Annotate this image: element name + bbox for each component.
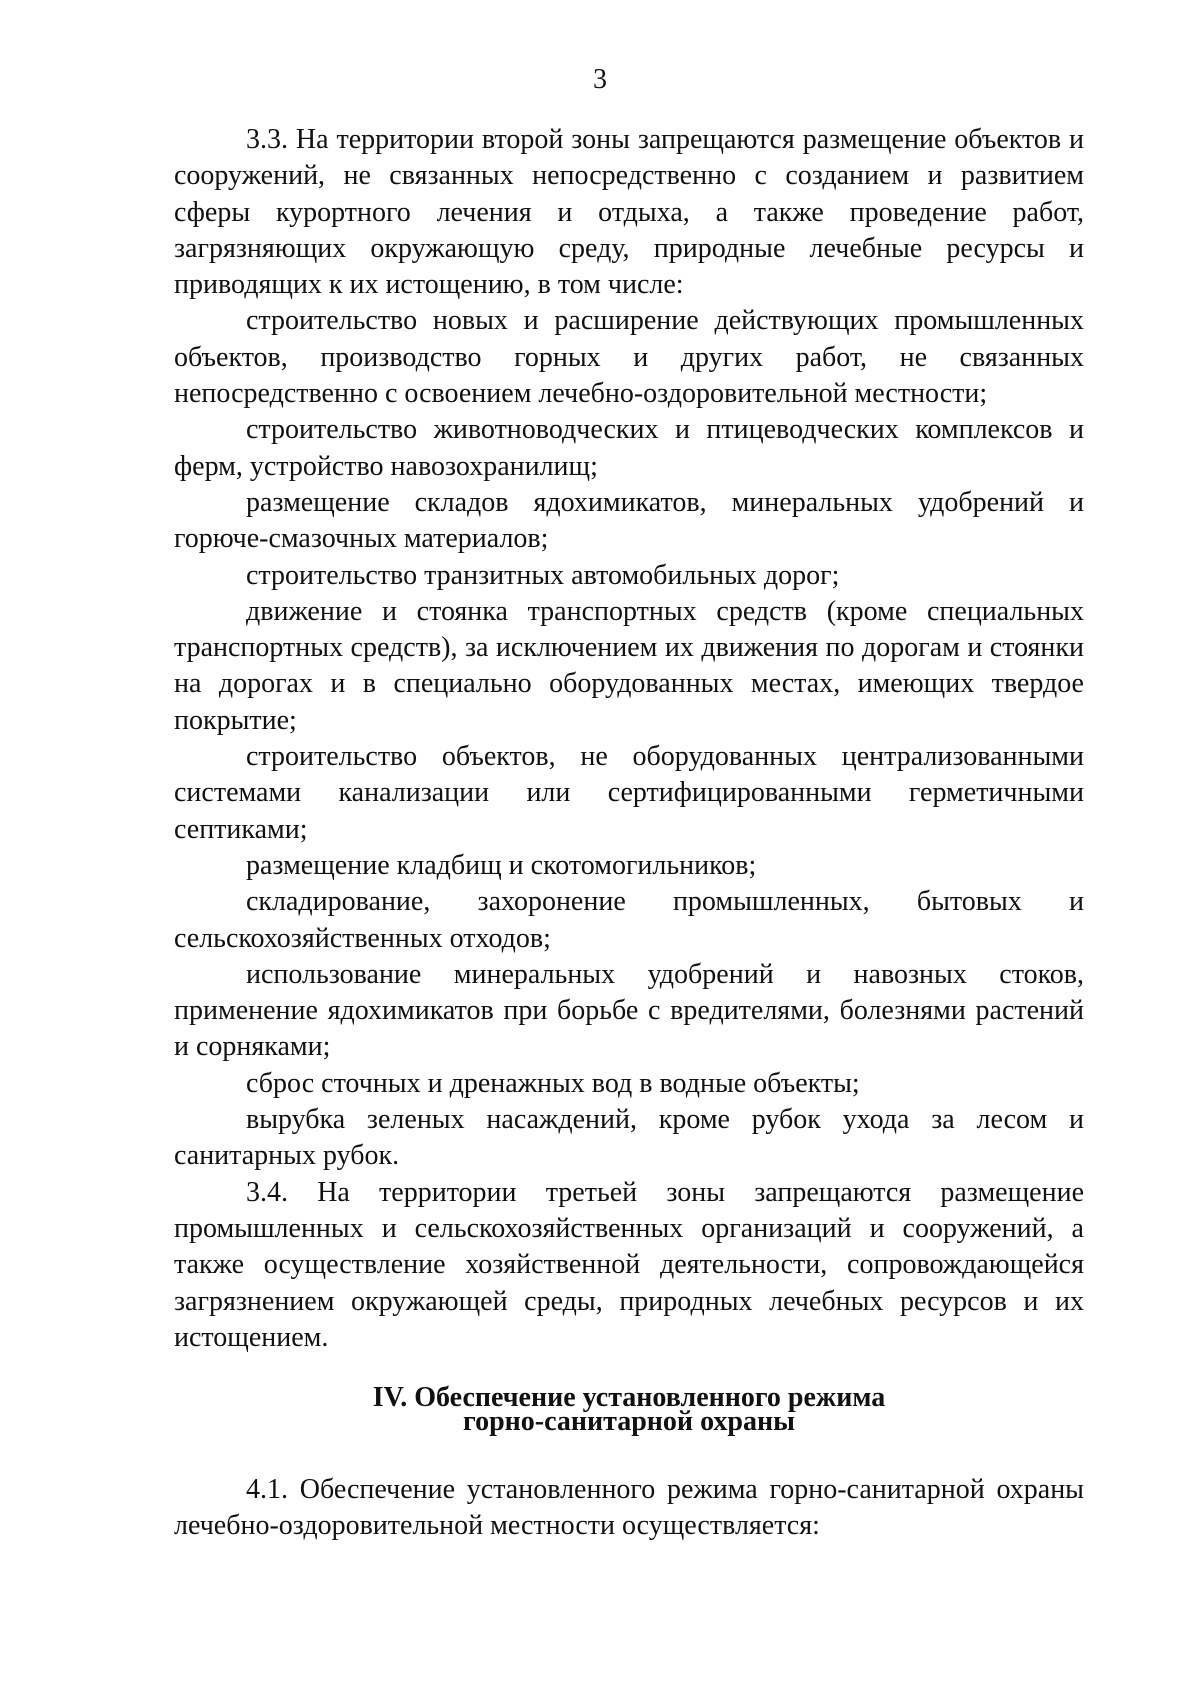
page-number: 3 — [593, 64, 607, 95]
list-item-chemical-warehouses: размещение складов ядохимикатов, минеральных удобрений и горюче-смазочных материалов; — [174, 486, 1084, 555]
list-item-cemeteries: размещение кладбищ и скотомогильников; — [246, 849, 757, 881]
list-item-wastewater-discharge: сброс сточных и дренажных вод в водные объекты; — [246, 1067, 860, 1099]
list-item-sewerage-objects: строительство объектов, не оборудованных централизованными системами канализации или сертифицированными герметичными септиками; — [174, 741, 1084, 845]
list-item-industrial-construction: строительство новых и расширение действующих промышленных объектов, производство горных и других работ, не связанных непосредственно с освоением лечебно-оздоровительной местности; — [174, 305, 1084, 410]
list-item-transit-roads: строительство транзитных автомобильных дорог; — [246, 559, 840, 591]
section-heading-line-2: горно-санитарной охраны — [463, 1406, 795, 1438]
list-item-tree-felling: вырубка зеленых насаждений, кроме рубок ухода за лесом и санитарных рубок. — [174, 1104, 1084, 1172]
list-item-waste-storage: складирование, захоронение промышленных, бытовых и сельскохозяйственных отходов; — [174, 886, 1084, 954]
section-heading-iv — [174, 1382, 1084, 1438]
list-item-fertilizers: использование минеральных удобрений и навозных стоков, применение ядохимикатов при борьбе с вредителями, болезнями растений и сорняками; — [174, 958, 1084, 1063]
paragraph-4-1: 4.1. Обеспечение установленного режима горно-санитарной охраны лечебно-оздоровительной местности осуществляется: — [174, 1474, 1084, 1542]
list-item-vehicle-traffic: движение и стоянка транспортных средств (кроме специальных транспортных средств), за исключением их движения по дорогам и стоянки на дорогах и в специально оборудованных местах, имеющих твердое покрытие; — [174, 595, 1084, 736]
paragraph-3-3: 3.3. На территории второй зоны запрещаются размещение объектов и сооружений, не связанных непосредственно с созданием и развитием сферы курортного лечения и отдыха, а также проведение работ, загрязняющих окружающую среду, природные лечебные ресурсы и приводящих к их истощению, в том числе: — [174, 124, 1084, 301]
paragraph-3-4: 3.4. На территории третьей зоны запрещаются размещение промышленных и сельскохозяйственных организаций и сооружений, а также осуществление хозяйственной деятельности, сопровождающейся загрязнением окружающей среды, природных лечебных ресурсов и их истощением. — [174, 1176, 1084, 1353]
document-body — [174, 122, 1084, 1545]
section-heading-line-1: IV. Обеспечение установленного режима — [372, 1382, 886, 1414]
list-item-livestock-complexes: строительство животноводческих и птицеводческих комплексов и ферм, устройство навозохранилищ; — [174, 414, 1084, 482]
